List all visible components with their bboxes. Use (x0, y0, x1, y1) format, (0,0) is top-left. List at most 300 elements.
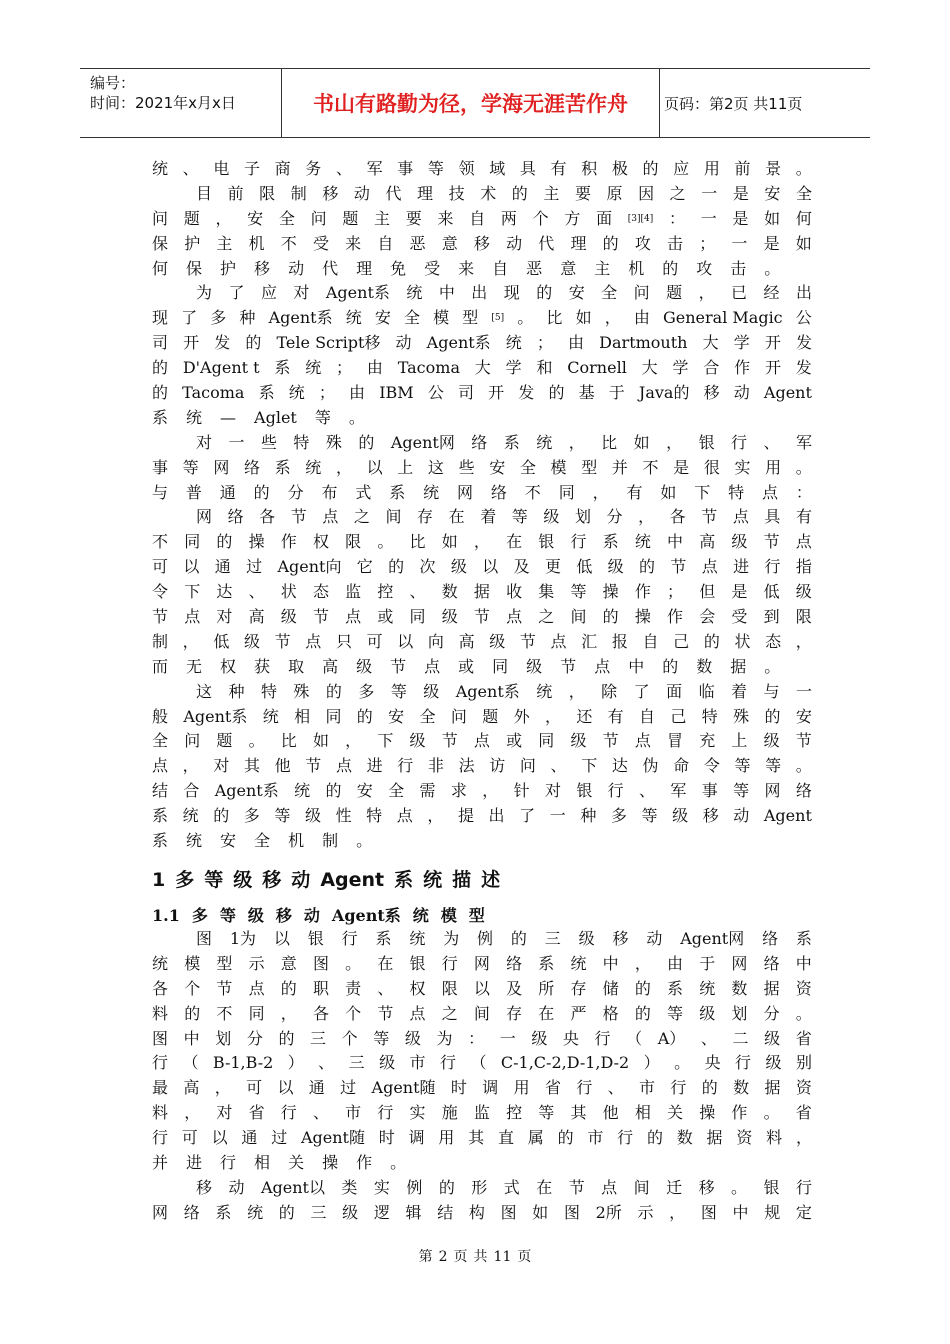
heading-token: 动 (291, 869, 311, 891)
text-token: 、 (318, 1053, 335, 1073)
text-line (152, 1151, 812, 1176)
text-token: 动 (395, 333, 412, 353)
text-token: ， (214, 1078, 231, 1098)
text-token: 的 (646, 1128, 663, 1148)
text-token: 大 (641, 358, 658, 378)
text-token: 所 (538, 978, 555, 998)
text-token: 护 (220, 258, 237, 278)
text-token: 报 (611, 631, 628, 651)
text-token: 等 (733, 781, 750, 801)
text-line (152, 232, 812, 257)
heading-token: 1 (152, 869, 166, 891)
text-token: 是 (673, 457, 690, 477)
text-token: 何 (152, 258, 169, 278)
text-token: 移 (612, 929, 629, 948)
text-token: 安 (795, 706, 812, 726)
text-token: 等 (538, 1103, 555, 1123)
text-token: 统 (505, 333, 522, 353)
text-token: B-1,B-2 (212, 1053, 274, 1073)
text-token: 直 (497, 1128, 514, 1148)
text-token: 基 (578, 383, 595, 403)
text-token: 务 (305, 159, 322, 178)
text-token: 域 (489, 159, 506, 178)
text-token: 节 (795, 731, 812, 751)
text-token: 特 (701, 706, 718, 726)
text-token: 。 (763, 1103, 780, 1123)
text-token: 行 (439, 1053, 456, 1073)
text-token: 级 (423, 681, 440, 701)
text-token: ； (336, 358, 353, 378)
text-token: 料 (766, 1128, 783, 1148)
text-token: 极 (611, 159, 628, 178)
text-token: 因 (638, 183, 655, 203)
text-token: 间 (385, 507, 402, 527)
heading-token: Agent系 (331, 906, 401, 925)
text-token: 市 (345, 1103, 362, 1123)
text-token: 布 (321, 482, 338, 502)
text-token: ， (592, 482, 609, 502)
text-token: 公 (427, 383, 444, 403)
text-token: 级 (356, 656, 373, 676)
text-token: 其 (468, 1128, 485, 1148)
text-token: 伪 (642, 756, 659, 776)
text-token: 级 (543, 507, 560, 527)
text-token: 的 (325, 681, 342, 701)
text-token: 临 (698, 681, 715, 701)
text-token: 对 (216, 607, 233, 627)
text-token: 用 (703, 159, 720, 178)
text-token: 攻 (634, 233, 651, 253)
text-token: 安 (489, 457, 506, 477)
text-token: 了 (181, 308, 198, 328)
text-token: 同 (492, 656, 509, 676)
text-token: 移 (702, 806, 719, 826)
text-token: 统 (345, 308, 362, 328)
text-token: 系 (602, 532, 619, 552)
text-token: 的 (213, 806, 230, 826)
text-token: 安 (247, 208, 264, 228)
text-token: 的 (701, 1078, 718, 1098)
text-token: 操 (602, 582, 619, 602)
footer-token: 第 (418, 1249, 433, 1265)
text-token: 主 (216, 233, 233, 253)
text-token: 网 (213, 457, 230, 477)
text-token: 及 (506, 978, 523, 998)
text-line (152, 804, 812, 829)
header-meta-cell (80, 69, 282, 137)
text-token: 由 (366, 358, 383, 378)
text-line (152, 505, 812, 530)
text-token: ， (473, 532, 490, 552)
footer-token: 11 (493, 1249, 512, 1265)
text-token: 个 (532, 208, 549, 228)
text-line (152, 1201, 812, 1226)
text-token: 低 (576, 557, 593, 577)
text-token: 同 (409, 607, 426, 627)
text-token: 点 (152, 756, 169, 776)
text-token: ， (184, 1103, 201, 1123)
text-token: 特 (366, 806, 383, 826)
text-token: 低 (213, 631, 230, 651)
text-token: ： (468, 1028, 485, 1048)
text-token: 特 (260, 681, 277, 701)
text-token: 级 (526, 656, 543, 676)
text-token: 高 (248, 607, 265, 627)
text-token: 对 (216, 1103, 233, 1123)
text-token: 自 (492, 258, 509, 278)
text-token: 己 (670, 706, 687, 726)
text-token: 各 (259, 507, 276, 527)
text-token: 不 (280, 233, 297, 253)
text-line (152, 555, 812, 580)
text-token: 间 (473, 1003, 490, 1023)
text-token: ） (643, 1053, 660, 1073)
text-token: Agent以 (260, 1177, 325, 1197)
text-token: 动 (506, 233, 523, 253)
text-token: 术 (480, 183, 497, 203)
text-token: 个 (345, 1003, 362, 1023)
text-token: 统 (262, 706, 279, 726)
text-token: 全 (403, 308, 420, 328)
text-token: 统 (305, 358, 322, 378)
text-token: 之 (441, 1003, 458, 1023)
text-token: 理 (356, 258, 373, 278)
text-token: （ (470, 1053, 487, 1073)
text-token: 以 (473, 978, 490, 998)
text-token: 种 (228, 681, 245, 701)
text-token: 全 (278, 208, 295, 228)
text-token: 通 (241, 1128, 258, 1148)
text-token: 如 (660, 482, 677, 502)
text-token: 如 (795, 233, 812, 253)
text-token: 问 (519, 756, 536, 776)
text-token: 数 (733, 1078, 750, 1098)
text-token: （ (626, 1028, 643, 1048)
text-token: 等 (570, 582, 587, 602)
text-token: 要 (405, 208, 422, 228)
text-token: 于 (699, 953, 716, 973)
text-token: 、 (312, 1103, 329, 1123)
text-token: 三 (310, 1028, 327, 1048)
text-token: 存 (570, 978, 587, 998)
text-token: 。 (795, 756, 812, 776)
text-token: 级 (570, 731, 587, 751)
text-token: 统 (409, 929, 426, 948)
text-token: 统 (536, 432, 553, 452)
text-token: 。 (764, 656, 781, 676)
text-token: 以 (273, 929, 290, 948)
text-token: 发 (795, 333, 812, 353)
text-token: 开 (183, 333, 200, 353)
text-token: 三 (310, 1202, 327, 1222)
text-line (152, 1076, 812, 1101)
text-token: 有 (795, 507, 812, 527)
text-token: 冒 (667, 731, 684, 751)
text-token: 、 (550, 756, 567, 776)
text-token: 等 (427, 159, 444, 178)
text-token: 前 (734, 159, 751, 178)
text-token: 动 (228, 1177, 245, 1197)
text-token: 对 (196, 432, 213, 452)
text-token: 高 (322, 656, 339, 676)
date-label: 时间：2021年x月x日 (90, 94, 236, 112)
text-token: 式 (503, 1177, 520, 1197)
text-token: 存 (417, 507, 434, 527)
text-token: 或 (377, 607, 394, 627)
text-token: 级 (342, 1202, 359, 1222)
text-token: 次 (419, 557, 436, 577)
text-token: 是 (763, 233, 780, 253)
text-token: 行 (441, 953, 458, 973)
text-token: 全 (519, 457, 536, 477)
text-token: 在 (538, 1003, 555, 1023)
text-token: 点 (701, 557, 718, 577)
text-token: 题 (666, 283, 683, 303)
text-token: 级 (450, 557, 467, 577)
text-token: 、 (409, 582, 426, 602)
text-token: 的 (358, 432, 375, 452)
text-token: 。 (248, 731, 265, 751)
text-token: 级 (409, 731, 426, 751)
text-token: 提 (457, 806, 474, 826)
text-token: 系 (389, 482, 406, 502)
footer-token: 页 (453, 1249, 468, 1265)
text-token: 。 (795, 159, 812, 178)
text-token: 、 (763, 432, 780, 452)
text-token: 图 (700, 1202, 717, 1222)
text-token: 模 (550, 457, 567, 477)
text-token: Agent系 (325, 283, 390, 303)
text-token: 点 (345, 607, 362, 627)
text-token: 面 (596, 208, 613, 228)
text-token: 意 (560, 258, 577, 278)
text-token: 、 (607, 1078, 624, 1098)
text-token: 。 (764, 258, 781, 278)
text-token: 限 (795, 607, 812, 627)
text-token: 点 (594, 656, 611, 676)
text-token: 军 (670, 781, 687, 801)
text-token: 已 (731, 283, 748, 303)
text-token: 在 (536, 1177, 553, 1197)
text-token: 攻 (696, 258, 713, 278)
text-token: 学 (733, 333, 750, 353)
text-token: 行 (280, 1103, 297, 1123)
text-token: 安 (220, 831, 237, 851)
text-token: 为 (436, 1028, 453, 1048)
text-token: 意 (280, 953, 297, 973)
number-label: 编号： (90, 74, 136, 92)
footer-token: 共 (473, 1249, 488, 1265)
text-token: 殊 (733, 706, 750, 726)
text-token: 受 (424, 258, 441, 278)
text-token: 据 (764, 1078, 781, 1098)
text-token: ， (669, 1202, 686, 1222)
text-token: 络 (763, 953, 780, 973)
text-token: 在 (377, 953, 394, 973)
text-token: 普 (185, 482, 202, 502)
text-token: 的 (184, 1003, 201, 1023)
text-token: 网 (473, 953, 490, 973)
text-line (152, 481, 812, 506)
text-token: 级 (795, 582, 812, 602)
text-token: 出 (471, 283, 488, 303)
text-token: 全 (795, 183, 812, 203)
text-token: 的 (280, 978, 297, 998)
text-token: D'Agent t (182, 358, 260, 378)
text-token: Aglet (254, 407, 297, 427)
text-token: 统 (305, 457, 322, 477)
text-token: 可 (246, 1078, 263, 1098)
text-token: 。 (517, 308, 534, 328)
text-token: ： (668, 208, 685, 228)
text-token: 网 (731, 953, 748, 973)
text-token: 的 (511, 183, 528, 203)
text-token: 状 (280, 582, 297, 602)
text-line (152, 927, 812, 952)
text-token: 行 (670, 1078, 687, 1098)
text-token: 如 (764, 208, 781, 228)
text-token: 由 (633, 308, 650, 328)
text-token: 外 (513, 706, 530, 726)
text-token: ） (287, 1053, 304, 1073)
text-token: 了 (519, 806, 536, 826)
text-token: 通 (308, 1078, 325, 1098)
text-token: 发 (518, 383, 535, 403)
text-token: 等 (511, 507, 528, 527)
text-token: 统 (294, 781, 311, 801)
text-token: 节 (290, 507, 307, 527)
text-token: 控 (506, 1103, 523, 1123)
text-token: 操 (322, 1153, 339, 1173)
text-token: 子 (243, 159, 260, 178)
text-token: 行 (341, 929, 358, 948)
text-token: 统 (186, 407, 203, 427)
text-token: 2所 (595, 1202, 622, 1222)
text-token: 节 (441, 731, 458, 751)
text-token: 迁 (666, 1177, 683, 1197)
text-token: 事 (701, 781, 718, 801)
text-token: 、 (639, 781, 656, 801)
text-token: 公 (795, 308, 812, 328)
text-token: 会 (699, 607, 716, 627)
heading-token: 统 (412, 906, 429, 925)
text-token: 系 (667, 978, 684, 998)
text-token: 数 (441, 582, 458, 602)
text-token: 技 (448, 183, 465, 203)
text-token: 存 (506, 1003, 523, 1023)
text-line (152, 331, 812, 356)
text-token: 络 (243, 457, 260, 477)
text-token: 实 (373, 1177, 390, 1197)
text-token: 合 (183, 781, 200, 801)
text-token: 个 (184, 978, 201, 998)
text-token: 络 (227, 507, 244, 527)
text-token: 职 (312, 978, 329, 998)
text-token: 之 (353, 507, 370, 527)
text-token: 操 (699, 1103, 716, 1123)
text-token: 司 (457, 383, 474, 403)
heading-token: 多 (191, 906, 208, 925)
text-token: 格 (602, 1003, 619, 1023)
text-token: 于 (608, 383, 625, 403)
text-token: 着 (480, 507, 497, 527)
text-token: 求 (450, 781, 467, 801)
heading-token: 统 (423, 869, 443, 891)
text-token: 很 (703, 457, 720, 477)
text-token: 出 (488, 806, 505, 826)
text-token: 形 (471, 1177, 488, 1197)
text-token: 具 (519, 159, 536, 178)
text-token: 多 (243, 806, 260, 826)
text-token: Agent随 (371, 1078, 436, 1098)
text-token: 的 (356, 706, 373, 726)
text-token: A） (657, 1028, 686, 1048)
text-token: 相 (294, 706, 311, 726)
text-token: 现 (503, 283, 520, 303)
text-token: 应 (673, 159, 690, 178)
text-token: 的 (602, 233, 619, 253)
text-token: 理 (570, 233, 587, 253)
text-token: 络 (471, 432, 488, 452)
text-token: ， (568, 681, 585, 701)
text-token: 通 (214, 557, 231, 577)
text-token: 银 (698, 432, 715, 452)
text-token: ， (182, 631, 199, 651)
text-token: 意 (441, 233, 458, 253)
text-token: 络 (506, 953, 523, 973)
text-token: 出 (795, 283, 812, 303)
text-token: 节 (274, 631, 291, 651)
text-token: 是 (732, 183, 749, 203)
text-token: 在 (448, 507, 465, 527)
text-token: 级 (489, 631, 506, 651)
text-token: 恶 (526, 258, 543, 278)
text-token: 监 (345, 582, 362, 602)
text-token: ： (795, 482, 812, 502)
text-token: 限 (345, 532, 362, 552)
text-token: 到 (763, 607, 780, 627)
heading-token: 模 (440, 906, 457, 925)
text-token: 级 (763, 731, 780, 751)
text-token: 图 (500, 1202, 517, 1222)
text-token: 料 (152, 1103, 169, 1123)
text-token: 机 (248, 233, 265, 253)
text-token: 模 (184, 953, 201, 973)
text-token: 的 (152, 358, 169, 378)
text-token: 如 (633, 432, 650, 452)
text-token: 应 (260, 283, 277, 303)
text-token: 安 (388, 706, 405, 726)
text-token: 代 (385, 183, 402, 203)
body-text-bottom (152, 927, 812, 1226)
text-token: 统 (634, 532, 651, 552)
text-token: 规 (764, 1202, 781, 1222)
text-token: 些 (260, 432, 277, 452)
text-token: 为 (196, 283, 213, 303)
text-token: 行 (152, 1053, 169, 1073)
text-token: 的 (245, 333, 262, 353)
text-token: 对 (213, 756, 230, 776)
text-token: 划 (215, 1028, 232, 1048)
text-token: 分 (763, 1003, 780, 1023)
text-token: 节 (560, 656, 577, 676)
text-token: Java的 (638, 383, 690, 403)
text-token: 作 (356, 1153, 373, 1173)
text-token: 级 (441, 607, 458, 627)
text-token: 级 (764, 1028, 781, 1048)
heading-token: 级 (247, 906, 264, 925)
text-token: 来 (437, 208, 454, 228)
